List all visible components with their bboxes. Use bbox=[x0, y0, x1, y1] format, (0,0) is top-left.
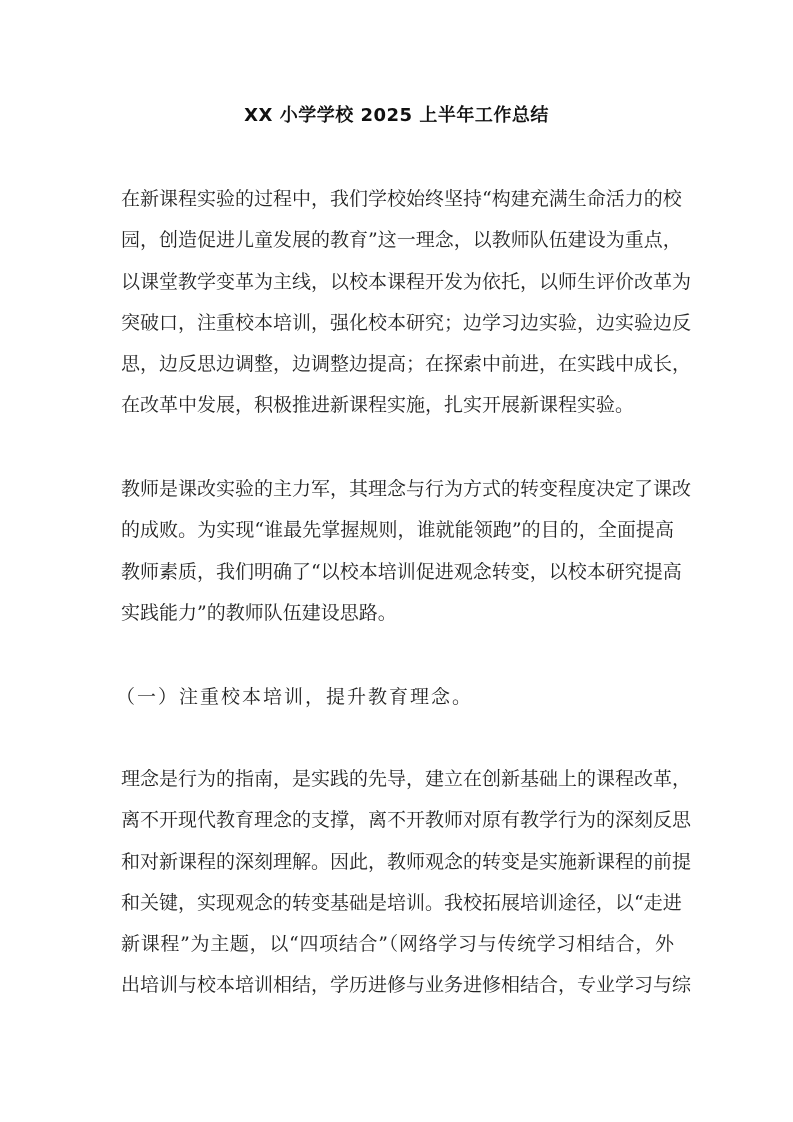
paragraph-intro bbox=[121, 179, 692, 427]
text-line: 离不开现代教育理念的支撑，离不开教师对原有教学行为的深刻反思 bbox=[121, 809, 692, 832]
text-line: 新课程”为主题，以“四项结合”（网络学习与传统学习相结合，外 bbox=[121, 933, 674, 956]
text-line: 在改革中发展，积极推进新课程实施，扎实开展新课程实验。 bbox=[121, 394, 635, 417]
text-line: 在新课程实验的过程中，我们学校始终坚持“构建充满生命活力的校 bbox=[121, 188, 682, 210]
text-line: 教师素质，我们明确了“以校本培训促进观念转变，以校本研究提高 bbox=[121, 560, 682, 583]
text-line: 突破口，注重校本培训，强化校本研究；边学习边实验，边实验边反 bbox=[121, 311, 692, 334]
paragraph-training bbox=[121, 759, 692, 1007]
text-line: 理念是行为的指南，是实践的先导，建立在创新基础上的课程改革， bbox=[121, 768, 692, 790]
document-title: XX 小学学校 2025 上半年工作总结 bbox=[244, 105, 549, 126]
text-line: 园，创造促进儿童发展的教育”这一理念，以教师队伍建设为重点， bbox=[121, 229, 682, 252]
text-line: 思，边反思边调整，边调整边提高；在探索中前进，在实践中成长， bbox=[121, 353, 692, 376]
text-line: 以课堂教学变革为主线，以校本课程开发为依托，以师生评价改革为 bbox=[121, 270, 692, 293]
text-line: 和对新课程的深刻理解。因此，教师观念的转变是实施新课程的前提 bbox=[121, 850, 692, 873]
section-heading: （一）注重校本培训，提升教育理念。 bbox=[116, 686, 474, 708]
text-line: 的成败。为实现“谁最先掌握规则，谁就能领跑”的目的，全面提高 bbox=[121, 519, 674, 542]
text-line: 实践能力”的教师队伍建设思路。 bbox=[121, 601, 397, 624]
text-line: 出培训与校本培训相结，学历进修与业务进修相结合，专业学习与综 bbox=[121, 974, 692, 997]
text-line: 和关键，实现观念的转变基础是培训。我校拓展培训途径，以“走进 bbox=[121, 891, 682, 914]
text-line: 教师是课改实验的主力军，其理念与行为方式的转变程度决定了课改 bbox=[121, 478, 692, 500]
paragraph-teachers bbox=[121, 469, 692, 634]
